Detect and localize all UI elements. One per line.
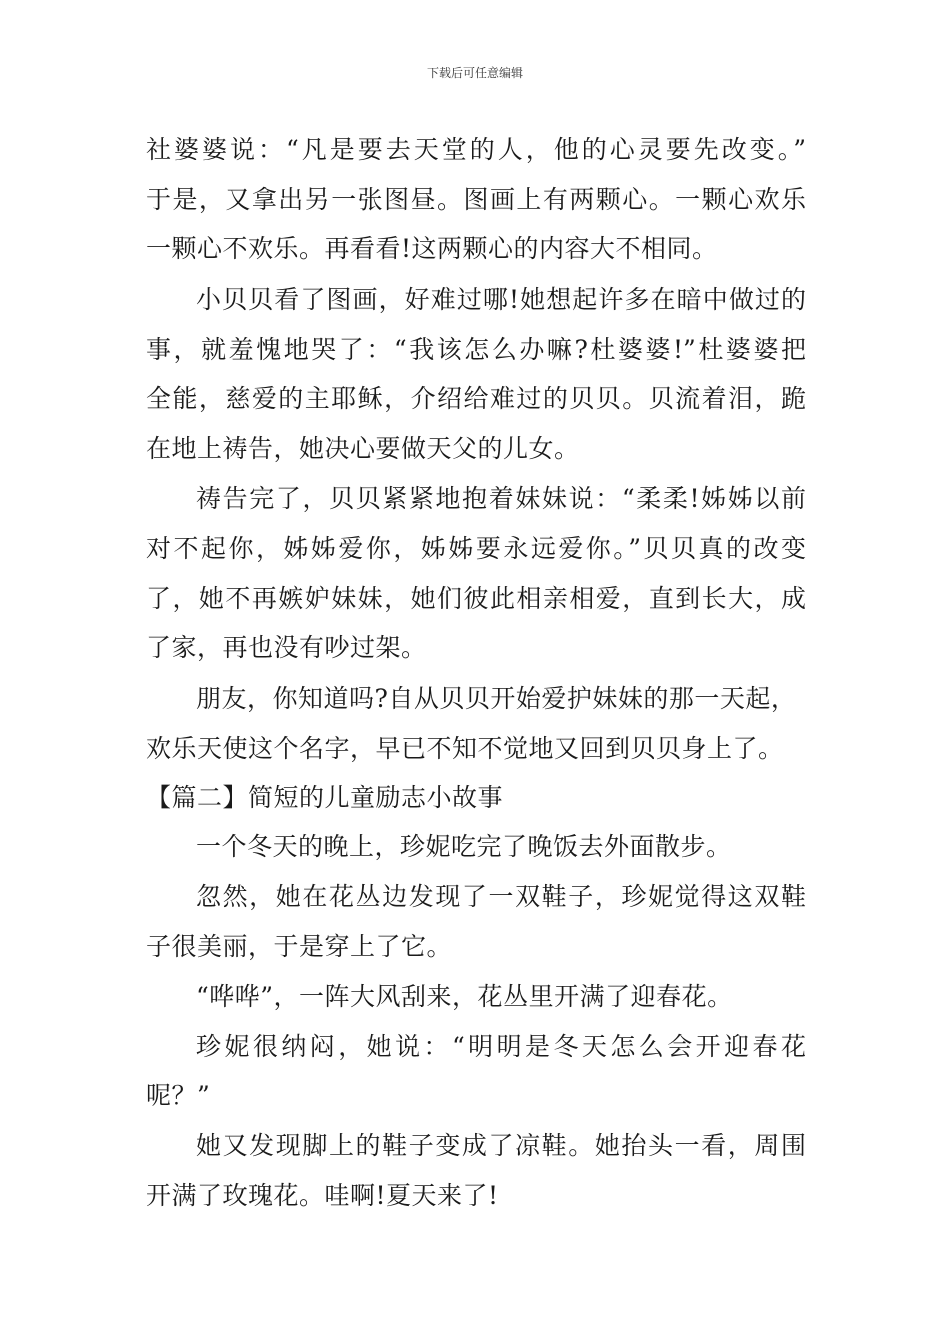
text-line: 全能，慈爱的主耶稣，介绍给难过的贝贝。贝流着泪，跪 <box>146 384 806 413</box>
text-line: “哗哗”，一阵大风刮来，花丛里开满了迎春花。 <box>196 982 733 1011</box>
text-line: 在地上祷告，她决心要做天父的儿女。 <box>146 434 580 463</box>
text-line: 社婆婆说：“凡是要去天堂的人，他的心灵要先改变。” <box>146 135 806 164</box>
text-line: 了，她不再嫉妒妹妹，她们彼此相亲相爱，直到长大，成 <box>146 584 806 613</box>
text-line: 呢？” <box>146 1081 211 1110</box>
text-line: 于是，又拿出另一张图昼。图画上有两颗心。一颗心欢乐 <box>146 185 806 214</box>
text-line: 一个冬天的晚上，珍妮吃完了晚饭去外面散步。 <box>196 832 732 861</box>
text-line: 了家，再也没有吵过架。 <box>146 633 427 662</box>
text-line: 开满了玫瑰花。哇啊!夏天来了! <box>146 1181 499 1210</box>
text-line: 珍妮很纳闷，她说：“明明是冬天怎么会开迎春花 <box>196 1032 806 1061</box>
text-line: 忽然，她在花丛边发现了一双鞋子，珍妮觉得这双鞋 <box>196 882 806 911</box>
text-line: 欢乐天使这个名字，早已不知不觉地又回到贝贝身上了。 <box>146 734 784 763</box>
text-line: 事，就羞愧地哭了：“我该怎么办嘛?杜婆婆!”杜婆婆把 <box>146 335 806 364</box>
text-line: 小贝贝看了图画，好难过哪!她想起许多在暗中做过的 <box>196 285 806 314</box>
text-line: 子很美丽，于是穿上了它。 <box>146 932 453 961</box>
text-line: 祷告完了，贝贝紧紧地抱着妹妹说：“柔柔!姊姊以前 <box>196 484 806 513</box>
text-line: 朋友，你知道吗?自从贝贝开始爱护妹妹的那一天起， <box>196 684 797 713</box>
text-line: 对不起你，姊姊爱你，姊姊要永远爱你。”贝贝真的改变 <box>146 534 806 563</box>
section-title: 【篇二】简短的儿童励志小故事 <box>146 783 504 812</box>
text-line: 一颗心不欢乐。再看看!这两颗心的内容大不相同。 <box>146 234 718 263</box>
page-header: 下载后可任意编辑 <box>426 66 523 80</box>
text-line: 她又发现脚上的鞋子变成了凉鞋。她抬头一看，周围 <box>196 1131 806 1160</box>
